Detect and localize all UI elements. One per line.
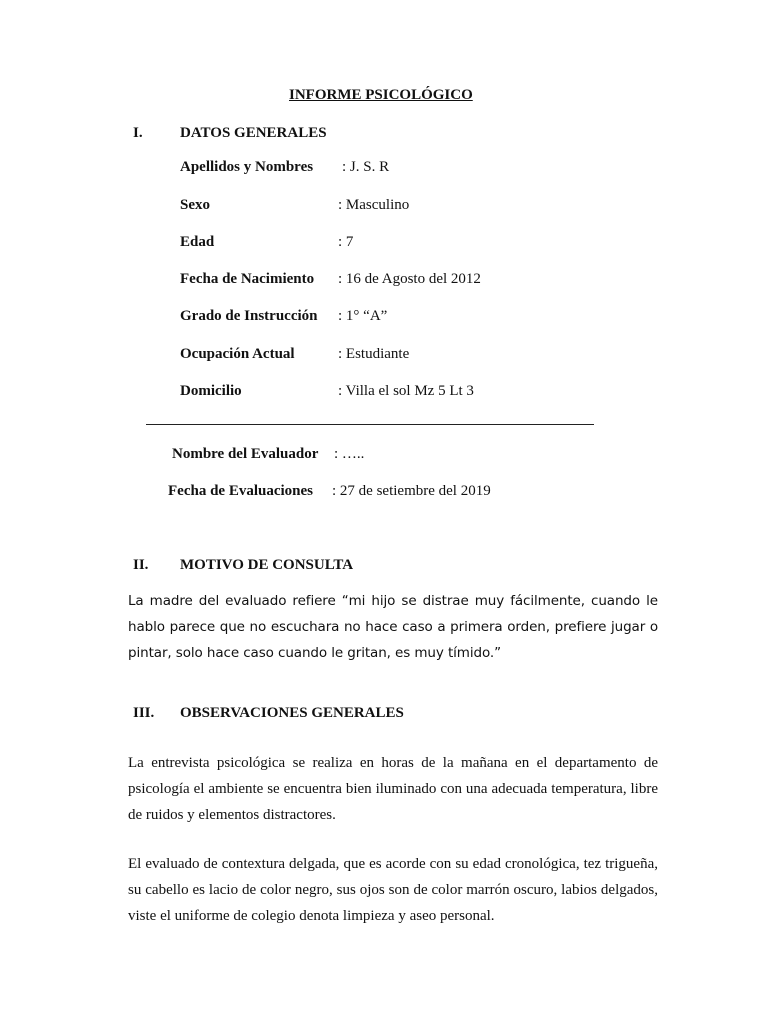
field-value-fecha-nacimiento: : 16 de Agosto del 2012 (338, 271, 481, 287)
section-heading-observaciones: OBSERVACIONES GENERALES (180, 705, 404, 721)
motivo-paragraph: La madre del evaluado refiere “mi hijo se distrae muy fácilmente, cuando le hablo parece que no escuchara no hace caso a primera orden, prefiere jugar o pintar, solo hace caso cuando le gritan, es muy tímido.” (128, 593, 658, 661)
field-label-grado-instruccion: Grado de Instrucción (180, 308, 318, 324)
section-heading-motivo-consulta: MOTIVO DE CONSULTA (180, 557, 354, 573)
field-value-edad: : 7 (338, 234, 354, 250)
field-label-domicilio: Domicilio (180, 383, 242, 399)
field-value-sexo: : Masculino (338, 197, 410, 213)
section-heading-datos-generales: DATOS GENERALES (180, 125, 327, 141)
field-value-apellidos: : J. S. R (342, 159, 390, 175)
section-number-1: I. (133, 125, 143, 141)
field-label-ocupacion: Ocupación Actual (180, 346, 295, 362)
section-number-2: II. (133, 557, 149, 573)
field-label-fecha-nacimiento: Fecha de Nacimiento (180, 271, 315, 287)
field-value-fecha-evaluaciones: : 27 de setiembre del 2019 (332, 483, 491, 499)
field-label-evaluador: Nombre del Evaluador (172, 446, 319, 462)
observaciones-paragraph-1: La entrevista psicológica se realiza en horas de la mañana en el departamento de psicología el ambiente se encuentra bien iluminado con una adecuada temperatura, libre de ruidos y elementos distractores. (128, 755, 658, 823)
section-number-3: III. (133, 705, 155, 721)
observaciones-paragraph-2: El evaluado de contextura delgada, que es acorde con su edad cronológica, tez trigueña, su cabello es lacio de color negro, sus ojos son de color marrón oscuro, labios delgados, viste el uniforme de colegio denota limpieza y aseo personal. (128, 856, 658, 924)
field-label-fecha-evaluaciones: Fecha de Evaluaciones (168, 483, 313, 499)
field-value-ocupacion: : Estudiante (338, 346, 410, 362)
document-title: INFORME PSICOLÓGICO (289, 87, 473, 103)
field-value-evaluador: : ….. (334, 446, 365, 462)
field-value-domicilio: : Villa el sol Mz 5 Lt 3 (338, 383, 474, 399)
divider-line (146, 424, 594, 425)
field-value-grado-instruccion: : 1° “A” (338, 308, 388, 324)
field-label-edad: Edad (180, 234, 215, 250)
field-label-sexo: Sexo (180, 197, 210, 213)
field-label-apellidos: Apellidos y Nombres (180, 159, 314, 175)
